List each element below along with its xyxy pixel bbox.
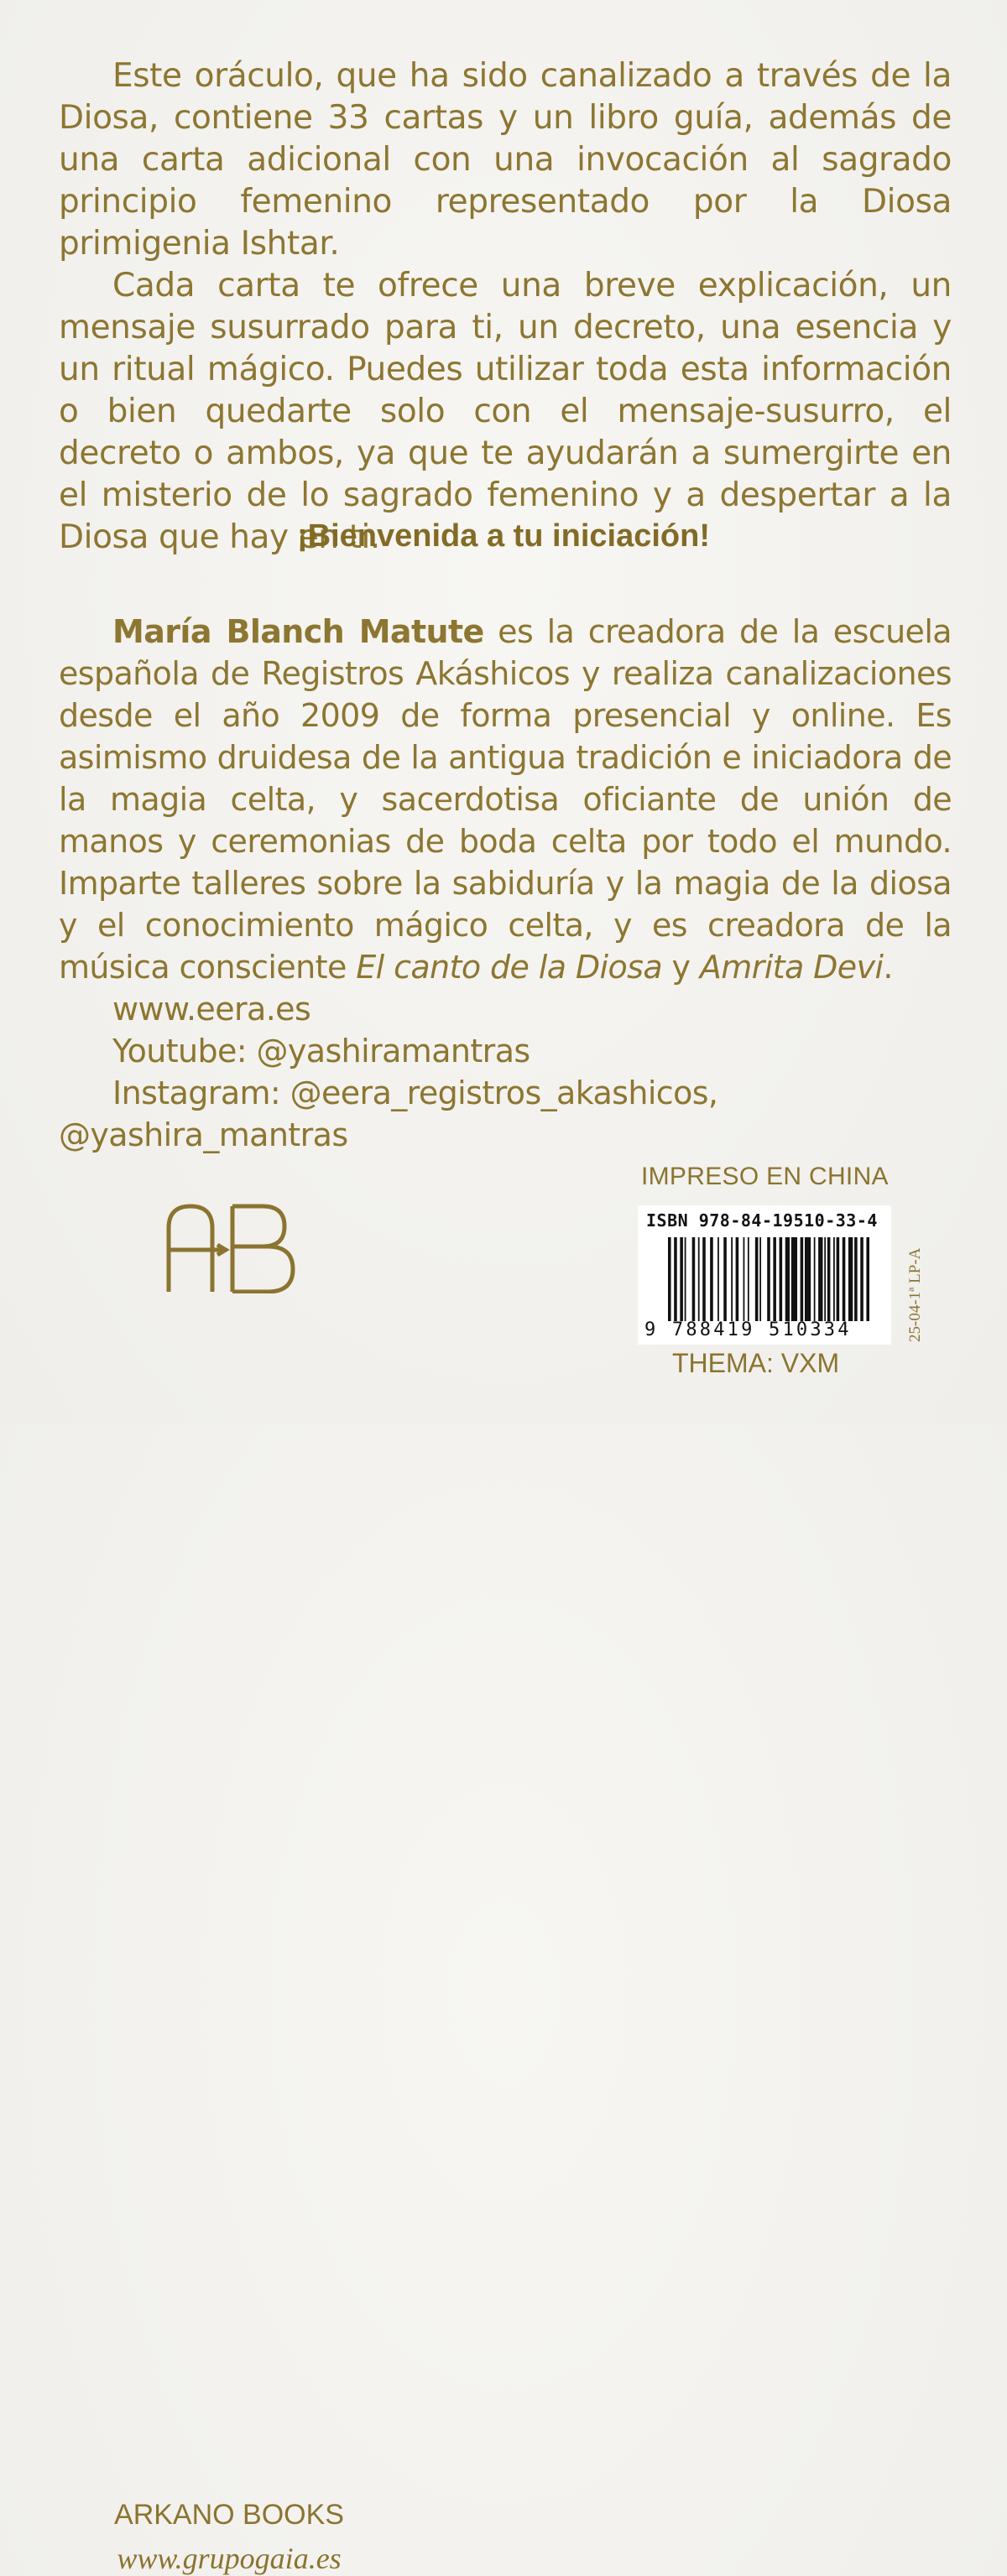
isbn-barcode	[638, 1205, 891, 1345]
contact-website[interactable]: www.eera.es	[112, 991, 311, 1028]
isbn-text: ISBN 978-84-19510-33-4	[646, 1210, 878, 1231]
publisher-name: ARKANO BOOKS	[114, 2499, 344, 2531]
author-name: María Blanch Matute	[112, 613, 484, 650]
author-bio	[59, 611, 952, 1156]
publisher-website[interactable]: www.grupogaia.es	[117, 2542, 342, 2575]
thema-code: THEMA: VXM	[672, 1348, 840, 1378]
music-title-2: Amrita Devi	[699, 949, 884, 986]
music-title-1: El canto de la Diosa	[356, 949, 663, 986]
bio-end: .	[883, 949, 893, 986]
barcode-bars-icon	[668, 1237, 878, 1330]
description-paragraph-1: Este oráculo, que ha sido canalizado a través de la Diosa, contiene 33 cartas y un libro guía, además de una carta adicional con una invocación al sagrado principio femenino representado por la Diosa primigenia Ishtar.	[59, 57, 952, 263]
arkano-books-logo-icon	[162, 1201, 300, 1293]
ean-digits: 9 788419 510334	[644, 1319, 852, 1340]
publisher-logo-block	[99, 1201, 359, 2575]
welcome-heading: ¡Bienvenida a tu iniciación!	[297, 518, 710, 554]
bio-connector: y	[662, 949, 700, 986]
bio-text: es la creadora de la escuela española de Registros Akáshicos y realiza canalizaciones desde el año 2009 de forma presencial y online. Es asimismo druidesa de la antigua tradición e iniciadora de la magia celta, y sacerdotisa oficiante de unión de manos y ceremonias de boda celta por todo el mundo. Imparte talleres sobre la sabiduría y la magia de la diosa y el conocimiento mágico celta, y es creadora de la música consciente	[59, 613, 952, 986]
back-cover-description	[59, 55, 952, 559]
print-run-code: 25-04-1ª LP-A	[906, 1247, 924, 1342]
bio-paragraph	[59, 611, 952, 988]
contact-instagram[interactable]: Instagram: @eera_registros_akashicos, @yashira_mantras	[59, 1075, 718, 1153]
description-paragraph-2: Cada carta te ofrece una breve explicación, un mensaje susurrado para ti, un decreto, una esencia y un ritual mágico. Puedes utilizar toda esta información o bien quedarte solo con el mensaje-susurro, el decreto o ambos, ya que te ayudarán a sumergirte en el misterio de lo sagrado femenino y a despertar a la Diosa que hay en ti.	[59, 267, 952, 556]
contact-youtube[interactable]: Youtube: @yashiramantras	[112, 1033, 530, 1069]
printed-in-label: IMPRESO EN CHINA	[641, 1163, 889, 1190]
